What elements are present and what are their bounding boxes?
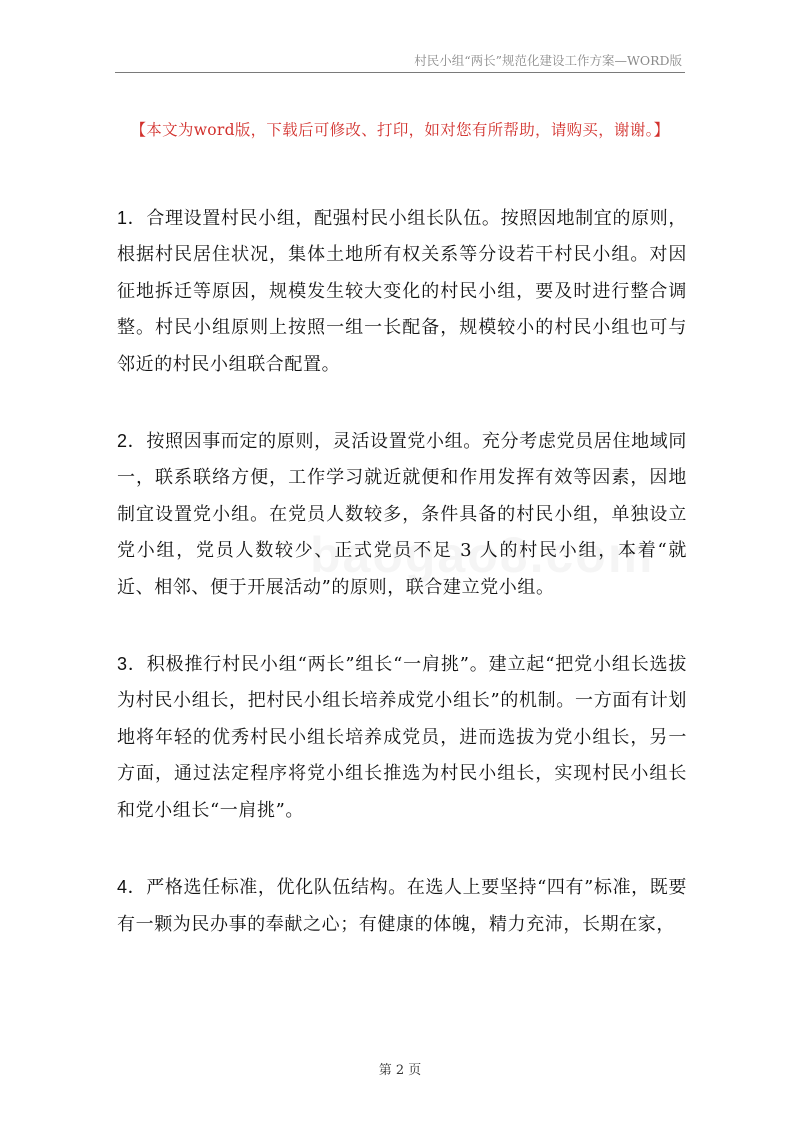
download-notice: 【本文为word版，下载后可修改、打印，如对您有所帮助，请购买，谢谢。】 [130,121,670,139]
paragraph-text: 积极推行村民小组“两长”组长“一肩挑”。建立起“把党小组长选拔为村民小组长，把村民小组长培养成党小组长”的机制。一方面有计划地将年轻的优秀村民小组长培养成党员，进而选拔为党小组长，另一方面，通过法定程序将党小组长推选为村民小组长，实现村民小组长和党小组长“一肩挑”。 [117,654,688,821]
paragraph-2 [117,423,687,606]
document-body [117,200,687,983]
paragraph-number: 2． [117,431,147,452]
header-divider [115,72,685,73]
running-header: 村民小组“两长”规范化建设工作方案—WORD版 [414,53,682,68]
paragraph-text: 严格选任标准，优化队伍结构。在选人上要坚持“四有”标准，既要有一颗为民办事的奉献之心；有健康的体魄，精力充沛，长期在家， [117,877,688,935]
paragraph-number: 4． [117,877,147,898]
paragraph-text: 合理设置村民小组，配强村民小组长队伍。按照因地制宜的原则，根据村民居住状况，集体土地所有权关系等分设若干村民小组。对因征地拆迁等原因，规模发生较大变化的村民小组，要及时进行整合调整。村民小组原则上按照一组一长配备，规模较小的村民小组也可与邻近的村民小组联合配置。 [117,208,687,375]
paragraph-4 [117,869,687,943]
paragraph-number: 3． [117,654,147,675]
paragraph-1 [117,200,687,383]
paragraph-text: 按照因事而定的原则，灵活设置党小组。充分考虑党员居住地域同一，联系联络方便，工作学习就近就便和作用发挥有效等因素，因地制宜设置党小组。在党员人数较多，条件具备的村民小组，单独设立党小组，党员人数较少、正式党员不足 3 人的村民小组，本着“就近、相邻、便于开展活动”的原则，联合建立党小组。 [117,431,687,598]
paragraph-number: 1． [117,208,147,228]
paragraph-3 [117,646,687,829]
page-number: 第 2 页 [378,1063,422,1078]
